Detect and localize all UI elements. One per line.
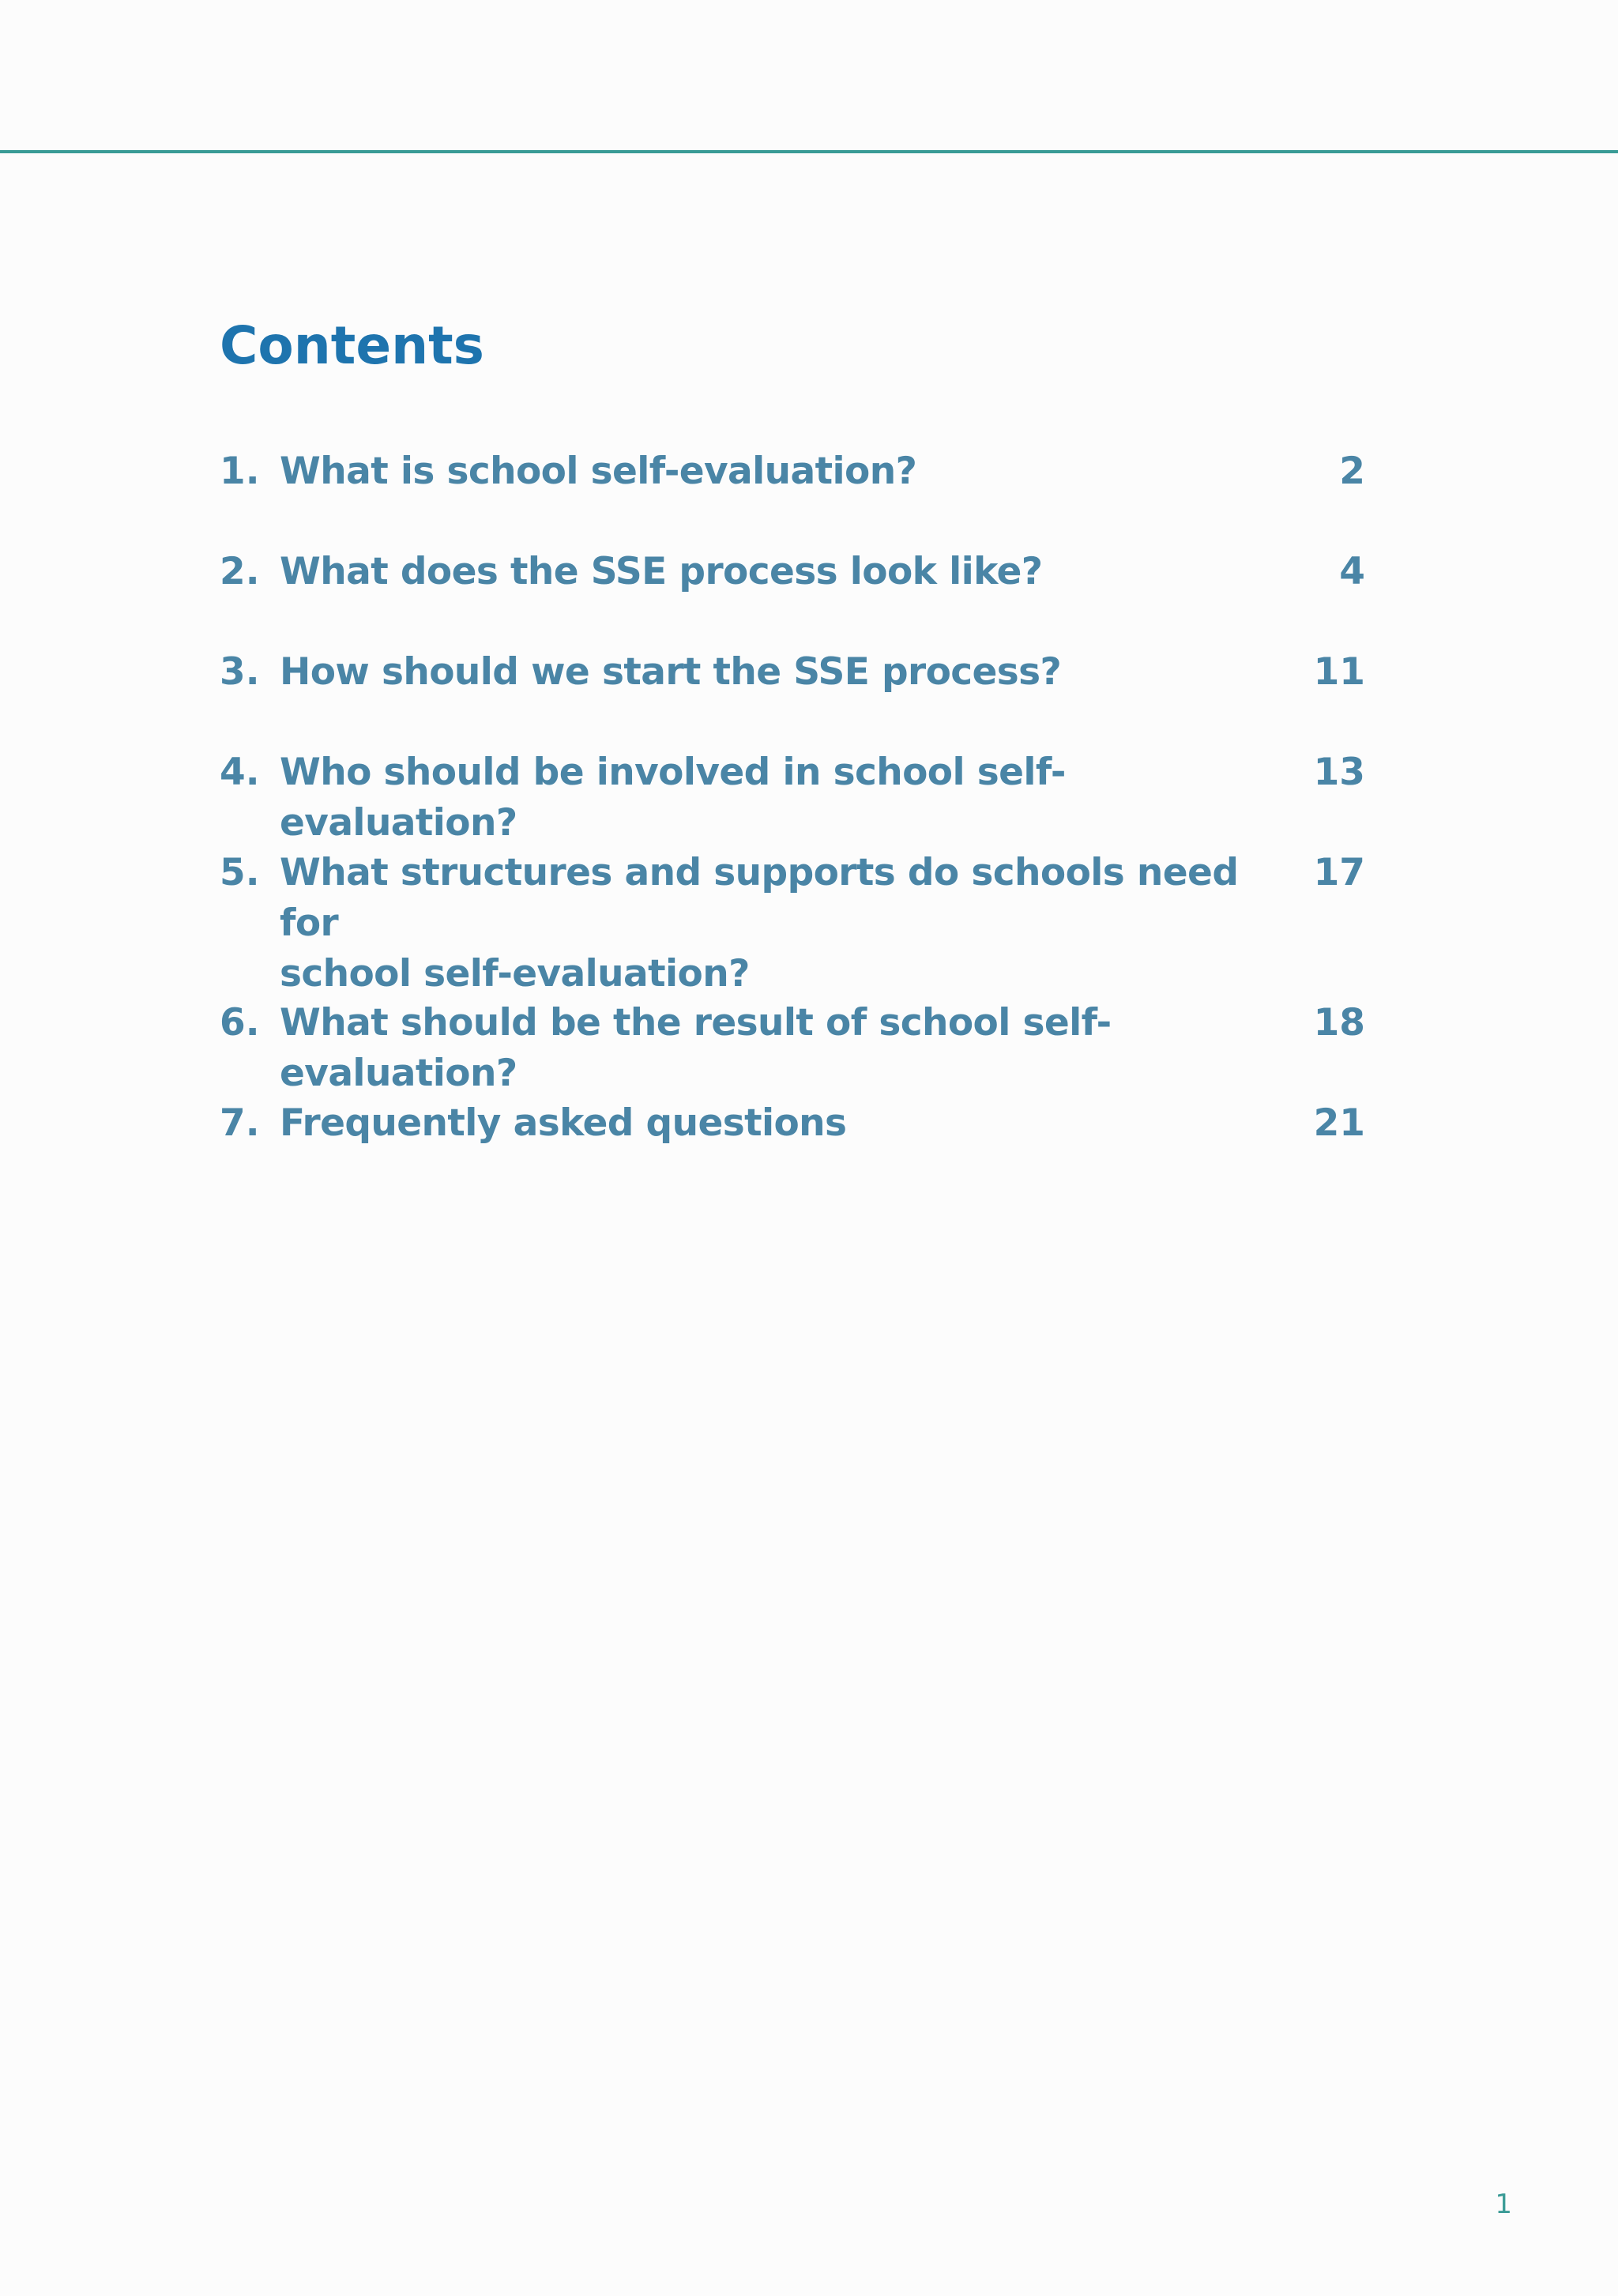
toc-entry-title: What should be the result of school self-evaluation? bbox=[280, 1001, 1112, 1095]
contents-heading: Contents bbox=[220, 315, 484, 376]
page-number: 1 bbox=[1495, 2189, 1512, 2220]
toc-entry-page: 17 bbox=[1313, 851, 1365, 894]
toc-entry-page: 13 bbox=[1313, 751, 1365, 794]
toc-entry-page: 18 bbox=[1313, 1001, 1365, 1044]
toc-entry-page: 21 bbox=[1313, 1101, 1365, 1145]
toc-entry-title bbox=[280, 848, 1267, 999]
toc-entry-number: 3. bbox=[220, 650, 260, 694]
toc-entry-number: 6. bbox=[220, 1001, 260, 1044]
toc-entry-title: How should we start the SSE process? bbox=[280, 650, 1062, 694]
toc-entry-title: What is school self-evaluation? bbox=[280, 450, 917, 493]
toc-entry-number: 5. bbox=[220, 851, 260, 894]
toc-entry-page: 4 bbox=[1339, 550, 1365, 593]
toc-entry-number: 4. bbox=[220, 751, 260, 794]
toc-entry-number: 2. bbox=[220, 550, 260, 593]
toc-entry-page: 2 bbox=[1339, 450, 1365, 493]
toc-entry-title: Frequently asked questions bbox=[280, 1101, 847, 1145]
toc-entry-number: 1. bbox=[220, 450, 260, 493]
toc-entry-title-line-2: school self-evaluation? bbox=[280, 952, 750, 996]
toc-entry-title: Who should be involved in school self-evaluation? bbox=[280, 751, 1066, 845]
toc-entry-page: 11 bbox=[1313, 650, 1365, 694]
top-divider-rule bbox=[0, 150, 1618, 153]
toc-entry-title: What does the SSE process look like? bbox=[280, 550, 1043, 593]
toc-entry-title-line-1: What structures and supports do schools need for bbox=[280, 851, 1239, 945]
toc-entry-number: 7. bbox=[220, 1101, 260, 1145]
